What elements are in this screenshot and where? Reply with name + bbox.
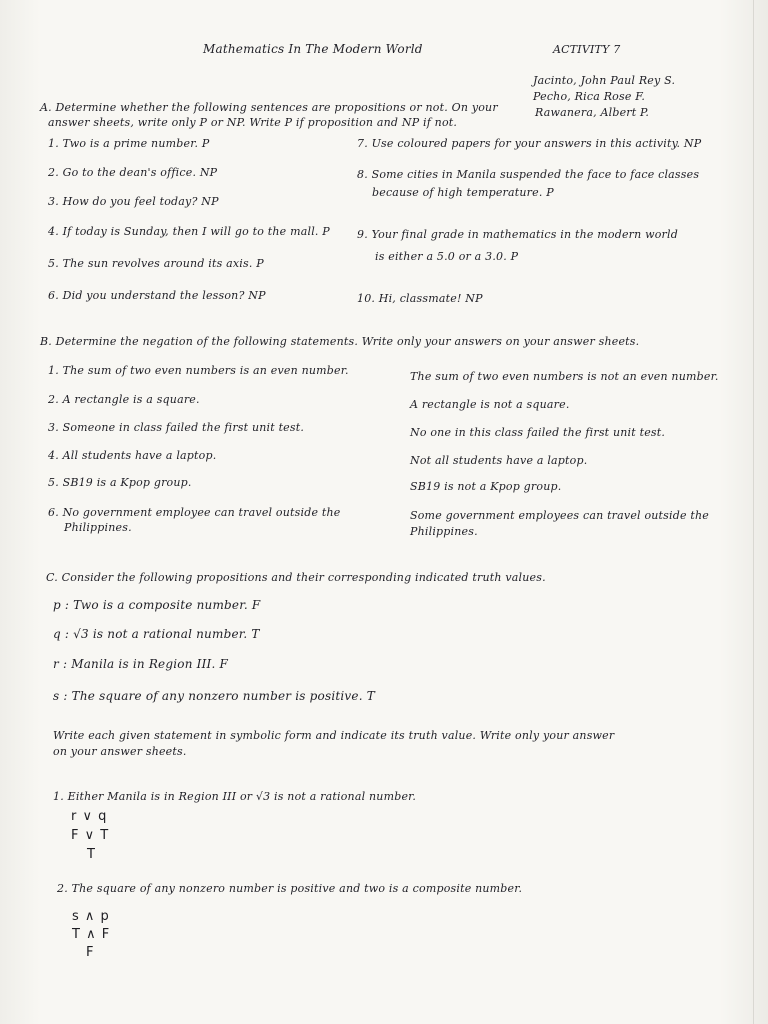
section-c-sub-instruction-line-2: on your answer sheets. bbox=[53, 745, 187, 758]
section-b-answer-1: The sum of two even numbers is not an even number. bbox=[410, 370, 719, 383]
section-a-item-8-line-1: 8. Some cities in Manila suspended the face to face classes bbox=[357, 168, 700, 181]
section-a-item-4: 4. If today is Sunday, then I will go to the mall. P bbox=[48, 225, 330, 238]
section-c-instruction: C. Consider the following propositions and their corresponding indicated truth values. bbox=[46, 571, 546, 584]
page-title: Mathematics In The Modern World bbox=[203, 42, 423, 56]
student-name-1: Jacinto, John Paul Rey S. bbox=[533, 74, 676, 87]
proposition-p: p : Two is a composite number. F bbox=[53, 598, 261, 612]
section-b-answer-4: Not all students have a laptop. bbox=[410, 454, 588, 467]
section-a-instruction-line-1: A. Determine whether the following sentences are propositions or not. On your bbox=[40, 101, 498, 114]
section-a-item-6: 6. Did you understand the lesson? NP bbox=[48, 289, 266, 302]
question-2-symbolic: s ∧ p bbox=[72, 909, 110, 924]
activity-label: ACTIVITY 7 bbox=[553, 43, 621, 56]
question-1-values: F ∨ T bbox=[71, 828, 110, 843]
section-b-answer-6-line-2: Philippines. bbox=[410, 525, 478, 538]
section-b-statement-1: 1. The sum of two even numbers is an even number. bbox=[48, 364, 349, 377]
section-b-instruction: B. Determine the negation of the following statements. Write only your answers on your answer sheets. bbox=[40, 335, 640, 348]
section-a-item-3: 3. How do you feel today? NP bbox=[48, 195, 219, 208]
section-a-item-5: 5. The sun revolves around its axis. P bbox=[48, 257, 264, 270]
proposition-s: s : The square of any nonzero number is positive. T bbox=[53, 689, 375, 703]
section-c-question-1: 1. Either Manila is in Region III or √3 is not a rational number. bbox=[53, 790, 417, 803]
section-b-answer-2: A rectangle is not a square. bbox=[410, 398, 570, 411]
section-c-sub-instruction-line-1: Write each given statement in symbolic form and indicate its truth value. Write only your answer bbox=[53, 729, 615, 742]
section-a-item-9-line-1: 9. Your final grade in mathematics in the modern world bbox=[357, 228, 678, 241]
section-b-statement-2: 2. A rectangle is a square. bbox=[48, 393, 200, 406]
section-a-instruction-line-2: answer sheets, write only P or NP. Write P if proposition and NP if not. bbox=[48, 116, 458, 129]
section-c-question-2: 2. The square of any nonzero number is positive and two is a composite number. bbox=[57, 882, 523, 895]
question-1-symbolic: r ∨ q bbox=[71, 809, 108, 824]
section-a-item-2: 2. Go to the dean's office. NP bbox=[48, 166, 218, 179]
proposition-q: q : √3 is not a rational number. T bbox=[53, 627, 260, 641]
section-b-answer-6-line-1: Some government employees can travel outside the bbox=[410, 509, 709, 522]
section-a-item-10: 10. Hi, classmate! NP bbox=[357, 292, 483, 305]
section-b-statement-6-line-1: 6. No government employee can travel outside the bbox=[48, 506, 341, 519]
question-1-result: T bbox=[87, 847, 96, 862]
section-a-item-7: 7. Use coloured papers for your answers in this activity. NP bbox=[357, 137, 702, 150]
section-a-item-1: 1. Two is a prime number. P bbox=[48, 137, 210, 150]
proposition-r: r : Manila is in Region III. F bbox=[53, 657, 229, 671]
section-b-statement-3: 3. Someone in class failed the first unit test. bbox=[48, 421, 305, 434]
student-name-3: Rawanera, Albert P. bbox=[535, 106, 650, 119]
section-a-item-8-line-2: because of high temperature. P bbox=[372, 186, 554, 199]
question-2-values: T ∧ F bbox=[72, 927, 111, 942]
section-a-item-9-line-2: is either a 5.0 or a 3.0. P bbox=[375, 250, 519, 263]
section-b-statement-6-line-2: Philippines. bbox=[64, 521, 132, 534]
section-b-answer-3: No one in this class failed the first unit test. bbox=[410, 426, 666, 439]
paper-edge bbox=[753, 0, 754, 1024]
student-name-2: Pecho, Rica Rose F. bbox=[533, 90, 646, 103]
section-b-statement-5: 5. SB19 is a Kpop group. bbox=[48, 476, 192, 489]
question-2-result: F bbox=[86, 945, 95, 960]
section-b-statement-4: 4. All students have a laptop. bbox=[48, 449, 217, 462]
section-b-answer-5: SB19 is not a Kpop group. bbox=[410, 480, 562, 493]
